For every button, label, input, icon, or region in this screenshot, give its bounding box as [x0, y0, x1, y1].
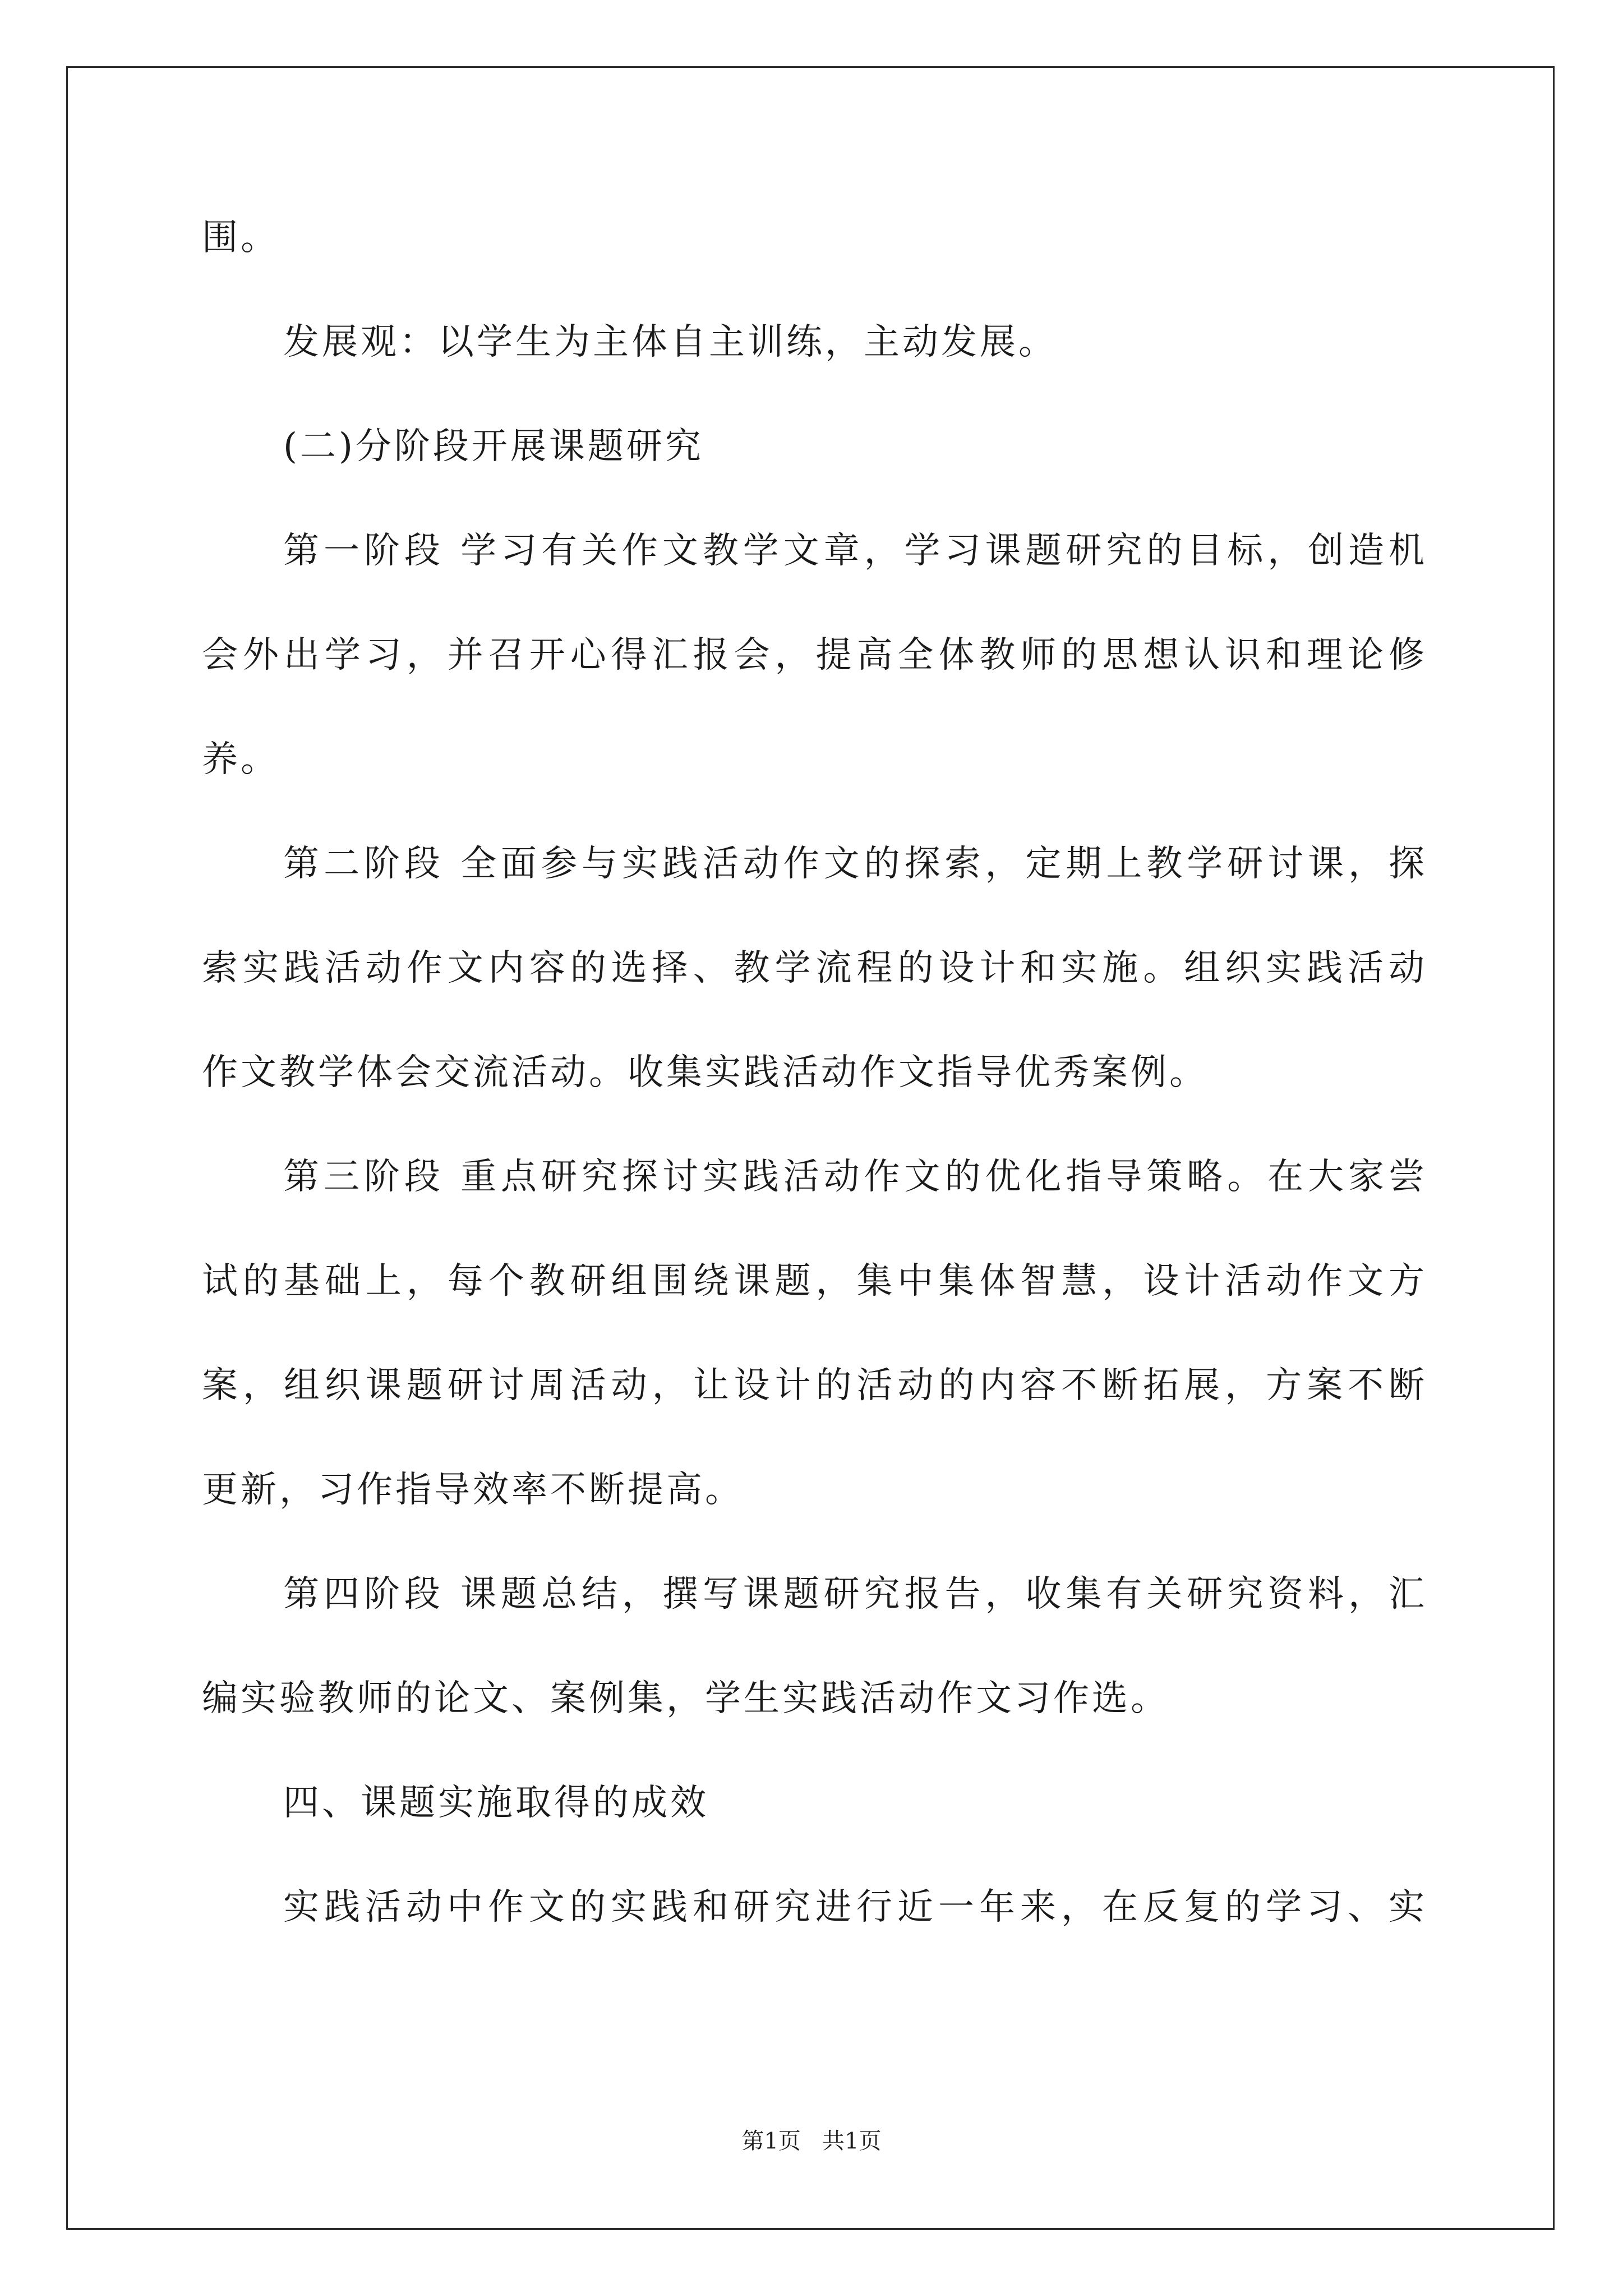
text-line: 围。 [202, 217, 279, 259]
text-line: 实践活动中作文的实践和研究进行近一年来，在反复的学习、实 [283, 1887, 1424, 1928]
page-footer [0, 2130, 1623, 2152]
text-line: 第三阶段 重点研究探讨实践活动作文的优化指导策略。在大家尝 [283, 1156, 1424, 1198]
page-number: 第1页 共1页 [741, 2128, 882, 2154]
text-line: 索实践活动作文内容的选择、教学流程的设计和实施。组织实践活动 [202, 947, 1424, 989]
text-line: 会外出学习，并召开心得汇报会，提高全体教师的思想认识和理论修 [202, 634, 1424, 676]
text-line: 养。 [202, 739, 279, 780]
text-line: 编实验教师的论文、案例集，学生实践活动作文习作选。 [202, 1678, 1169, 1719]
text-line: 作文教学体会交流活动。收集实践活动作文指导优秀案例。 [202, 1052, 1208, 1093]
text-line: 第二阶段 全面参与实践活动作文的探索，定期上教学研讨课，探 [283, 843, 1424, 885]
section-heading: (二)分阶段开展课题研究 [283, 426, 704, 467]
text-line: 案，组织课题研讨周活动，让设计的活动的内容不断拓展，方案不断 [202, 1365, 1424, 1406]
text-line: 试的基础上，每个教研组围绕课题，集中集体智慧，设计活动作文方 [202, 1260, 1424, 1302]
text-line: 更新，习作指导效率不断提高。 [202, 1469, 744, 1511]
text-line: 发展观：以学生为主体自主训练，主动发展。 [283, 321, 1057, 363]
text-line: 第四阶段 课题总结，撰写课题研究报告，收集有关研究资料，汇 [283, 1573, 1424, 1615]
text-line: 第一阶段 学习有关作文教学文章，学习课题研究的目标，创造机 [283, 530, 1424, 572]
section-heading: 四、课题实施取得的成效 [283, 1782, 709, 1824]
